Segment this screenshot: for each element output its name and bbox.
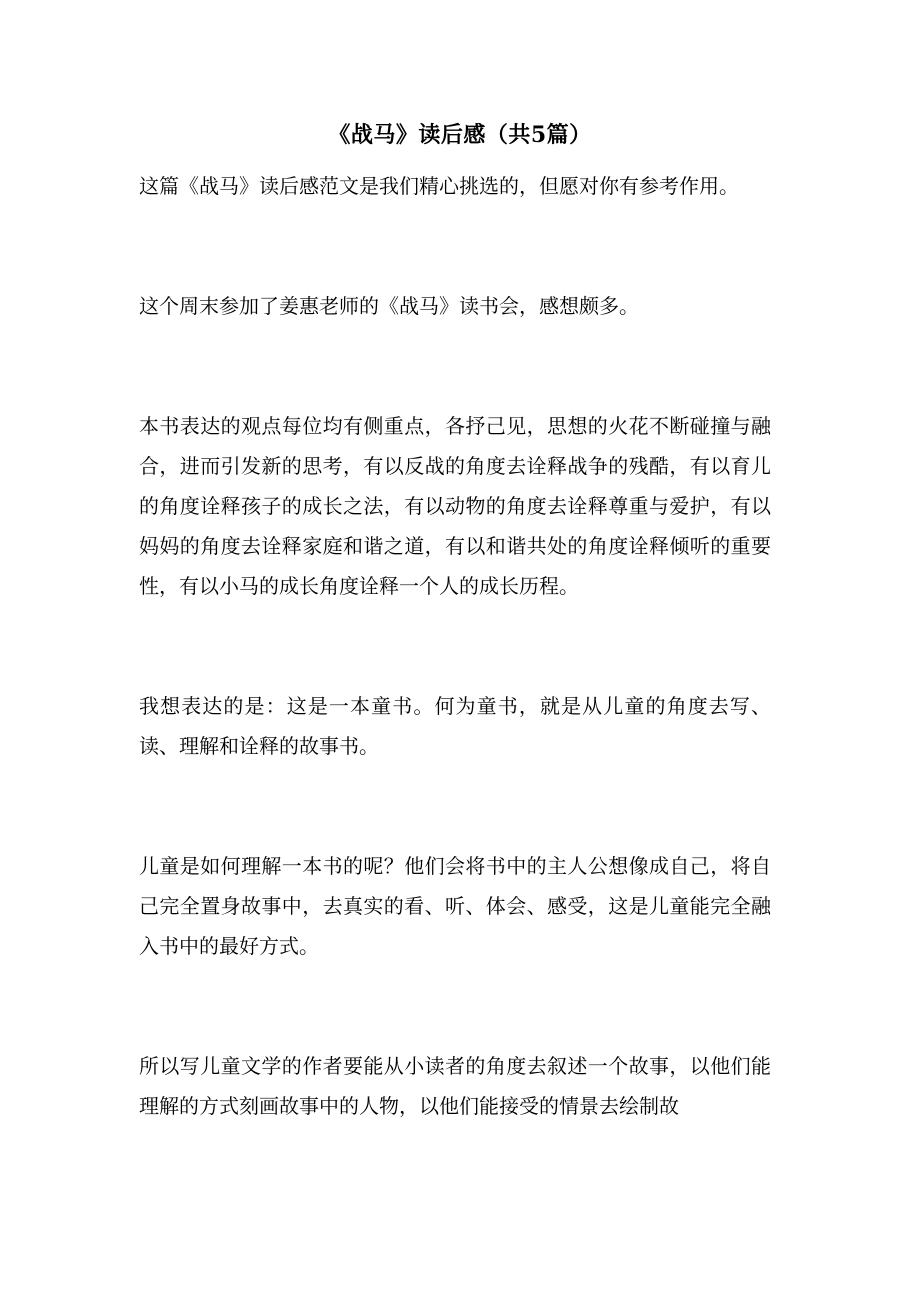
paragraph-spacer bbox=[139, 206, 771, 286]
paragraph-spacer bbox=[139, 766, 771, 846]
paragraph-spacer bbox=[139, 326, 771, 406]
document-body bbox=[139, 166, 771, 1126]
paragraph-spacer bbox=[139, 606, 771, 686]
paragraph-5: 所以写儿童文学的作者要能从小读者的角度去叙述一个故事，以他们能理解的方式刻画故事中的人物，以他们能接受的情景去绘制故 bbox=[139, 1054, 771, 1118]
paragraph-spacer bbox=[139, 966, 771, 1046]
paragraph-2: 本书表达的观点每位均有侧重点，各抒己见，思想的火花不断碰撞与融合，进而引发新的思考，有以反战的角度去诠释战争的残酷，有以育儿的角度诠释孩子的成长之法，有以动物的角度去诠释尊重与爱护，有以妈妈的角度去诠释家庭和谐之道，有以和谐共处的角度诠释倾听的重要性，有以小马的成长角度诠释一个人的成长历程。 bbox=[139, 414, 771, 598]
paragraph-3: 我想表达的是：这是一本童书。何为童书，就是从儿童的角度去写、读、理解和诠释的故事书。 bbox=[139, 694, 771, 758]
paragraph-1: 这个周末参加了姜惠老师的《战马》读书会，感想颇多。 bbox=[139, 294, 639, 318]
paragraph-intro: 这篇《战马》读后感范文是我们精心挑选的，但愿对你有参考作用。 bbox=[139, 174, 739, 198]
paragraph-4: 儿童是如何理解一本书的呢？他们会将书中的主人公想像成自己，将自己完全置身故事中，去真实的看、听、体会、感受，这是儿童能完全融入书中的最好方式。 bbox=[139, 854, 771, 958]
document-title: 《战马》读后感（共5篇） bbox=[328, 122, 592, 148]
